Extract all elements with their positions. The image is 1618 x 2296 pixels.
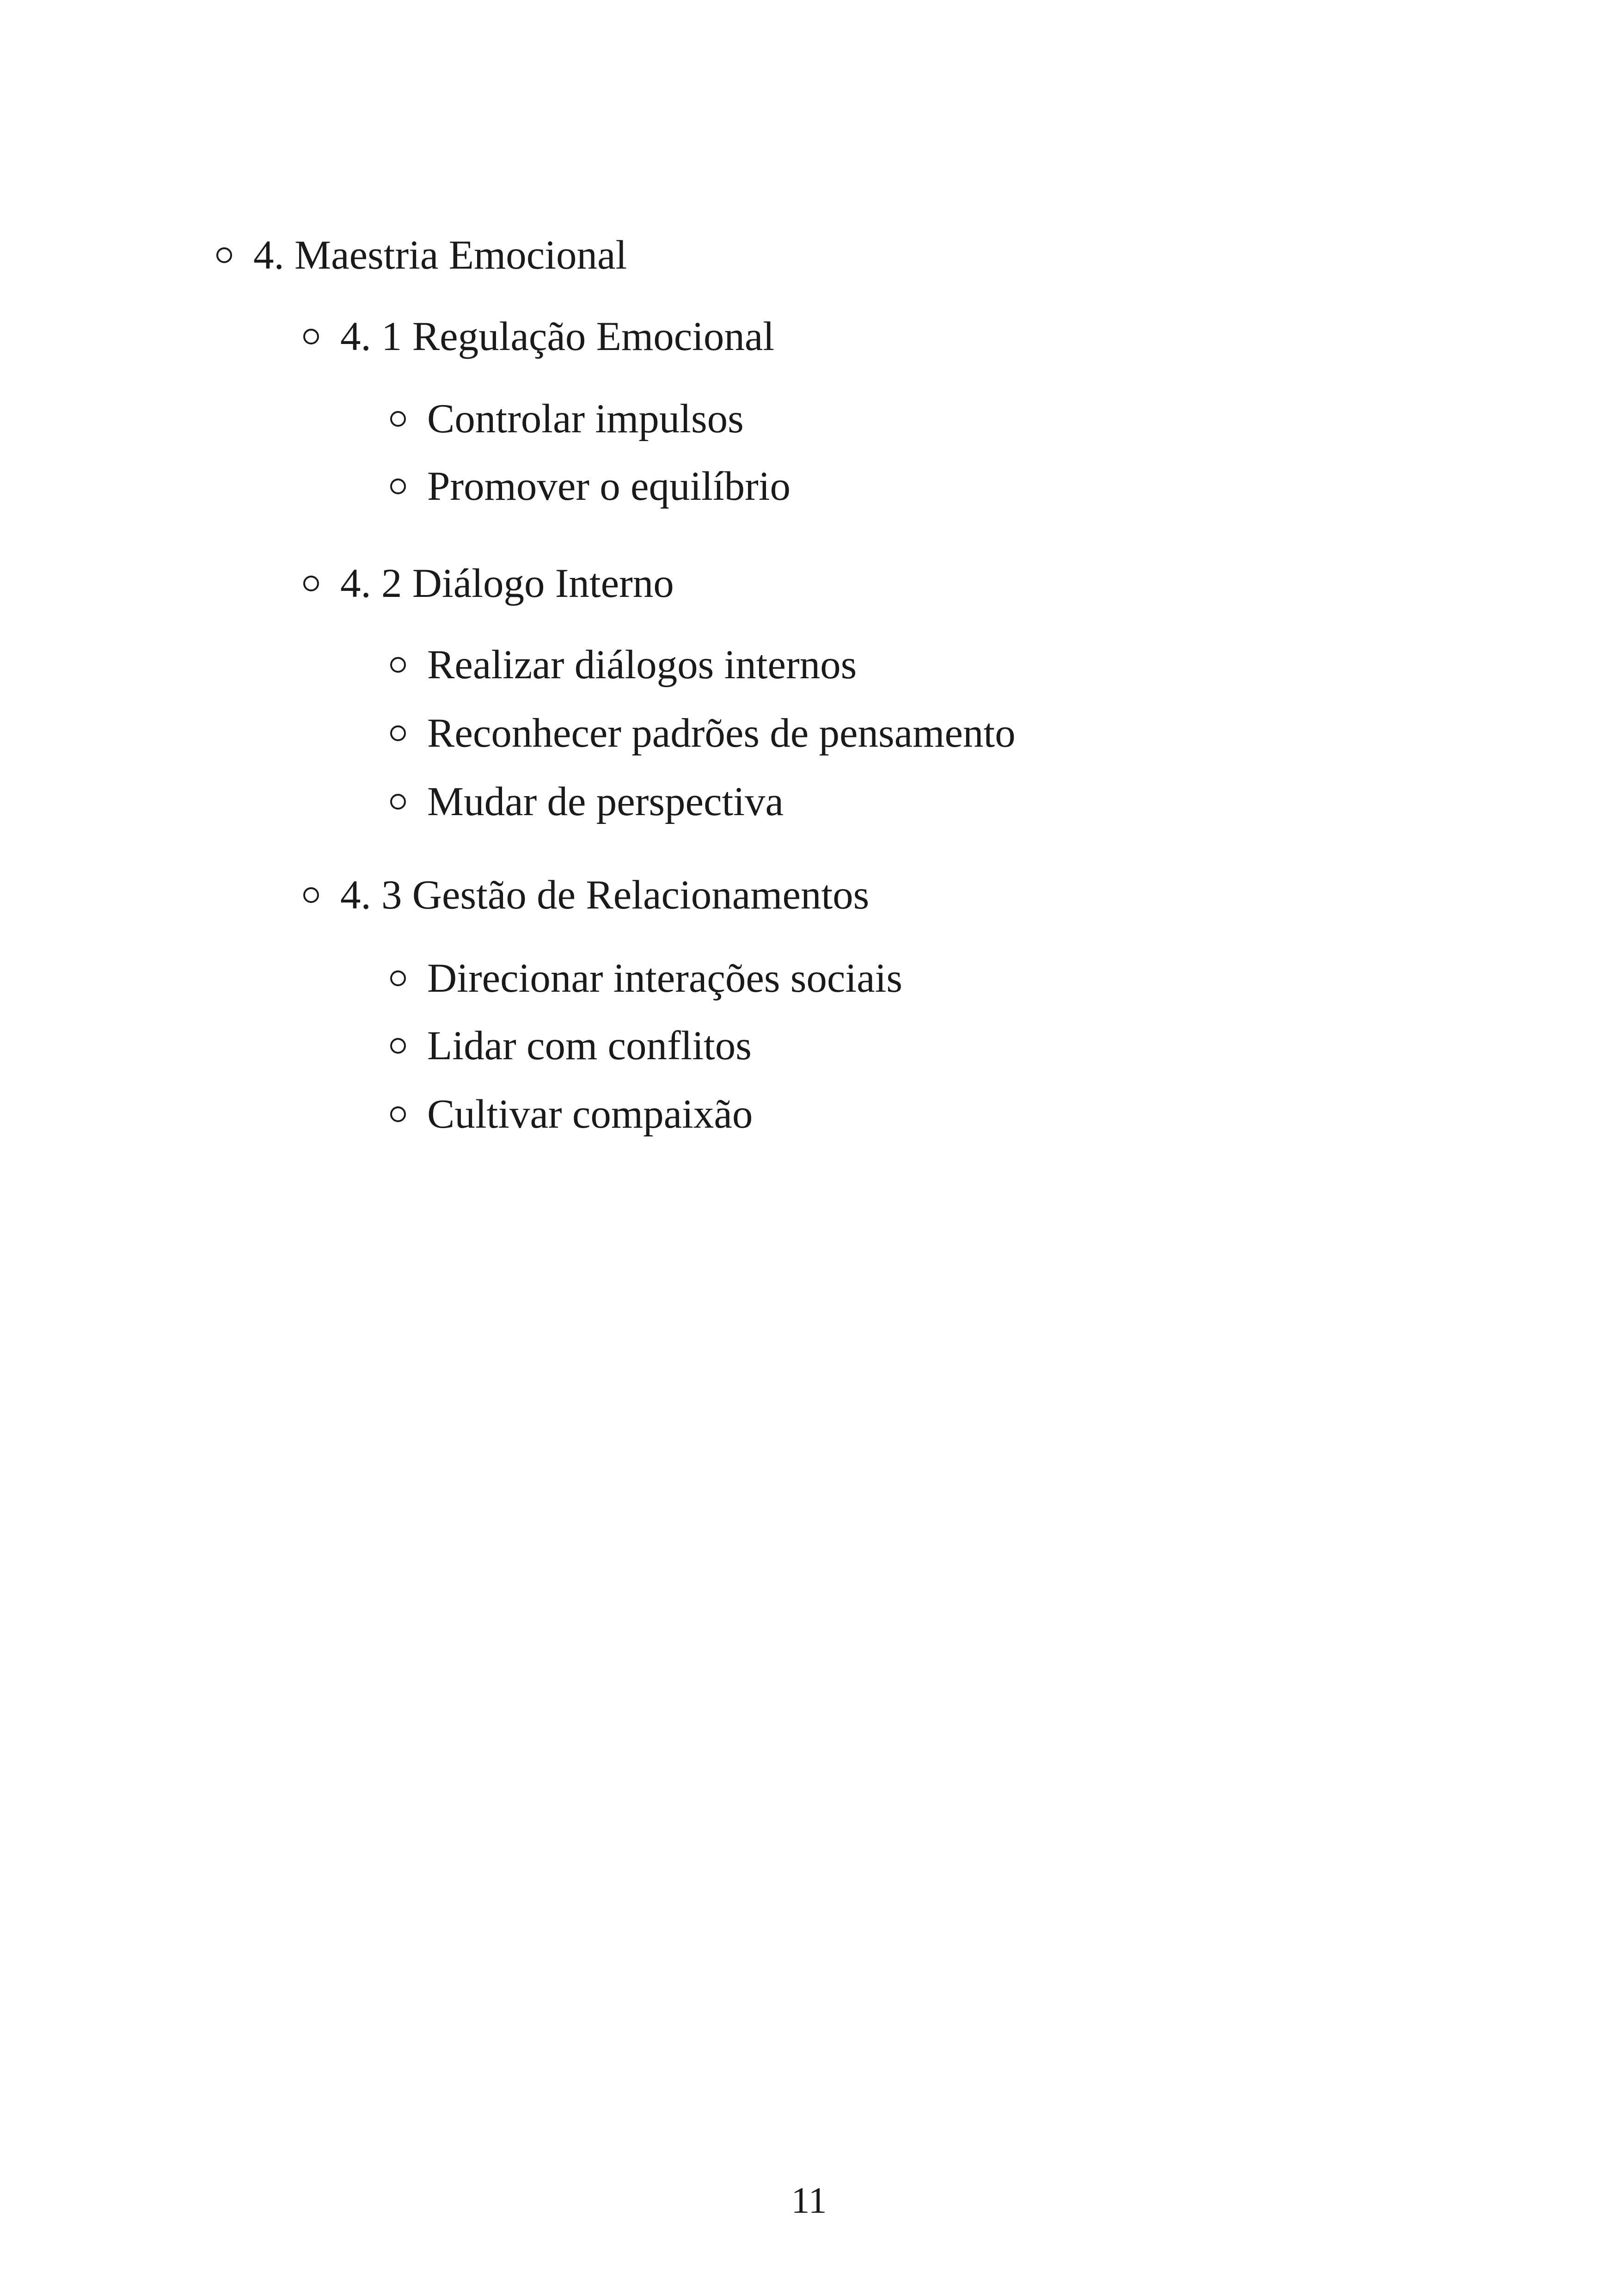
list-item-text: Realizar diálogos internos	[427, 642, 857, 688]
outline-item-level3	[390, 706, 1016, 761]
list-item-text: Lidar com conflitos	[427, 1023, 752, 1068]
outline-item-level3	[390, 391, 744, 447]
list-item-text: Cultivar compaixão	[427, 1092, 753, 1137]
page-number: 11	[791, 2180, 827, 2221]
outline-item-level3	[390, 1087, 753, 1142]
hollow-circle-bullet-icon	[303, 576, 319, 591]
subsection-title: 4. 3 Gestão de Relacionamentos	[340, 872, 870, 918]
list-item-text: Promover o equilíbrio	[427, 464, 791, 509]
outline-item-level3	[390, 637, 857, 693]
hollow-circle-bullet-icon	[390, 794, 406, 810]
outline-item-level2	[303, 309, 774, 364]
list-item-text: Direcionar interações sociais	[427, 956, 902, 1001]
hollow-circle-bullet-icon	[303, 329, 319, 344]
outline-item-level1	[216, 227, 627, 283]
subsection-title: 4. 1 Regulação Emocional	[340, 314, 775, 359]
hollow-circle-bullet-icon	[390, 479, 406, 494]
hollow-circle-bullet-icon	[390, 725, 406, 741]
list-item-text: Reconhecer padrões de pensamento	[427, 711, 1016, 756]
section-title: 4. Maestria Emocional	[253, 233, 627, 278]
hollow-circle-bullet-icon	[216, 247, 232, 263]
hollow-circle-bullet-icon	[390, 1106, 406, 1122]
outline-item-level3	[390, 1018, 752, 1074]
hollow-circle-bullet-icon	[390, 657, 406, 673]
hollow-circle-bullet-icon	[390, 411, 406, 427]
hollow-circle-bullet-icon	[303, 887, 319, 903]
outline-item-level2	[303, 556, 674, 611]
hollow-circle-bullet-icon	[390, 1038, 406, 1054]
hollow-circle-bullet-icon	[390, 970, 406, 986]
subsection-title: 4. 2 Diálogo Interno	[340, 561, 674, 606]
outline-item-level3	[390, 459, 791, 514]
list-item-text: Mudar de perspectiva	[427, 779, 784, 824]
list-item-text: Controlar impulsos	[427, 396, 744, 442]
outline-item-level2	[303, 867, 869, 923]
outline-item-level3	[390, 774, 784, 829]
outline-item-level3	[390, 951, 902, 1006]
